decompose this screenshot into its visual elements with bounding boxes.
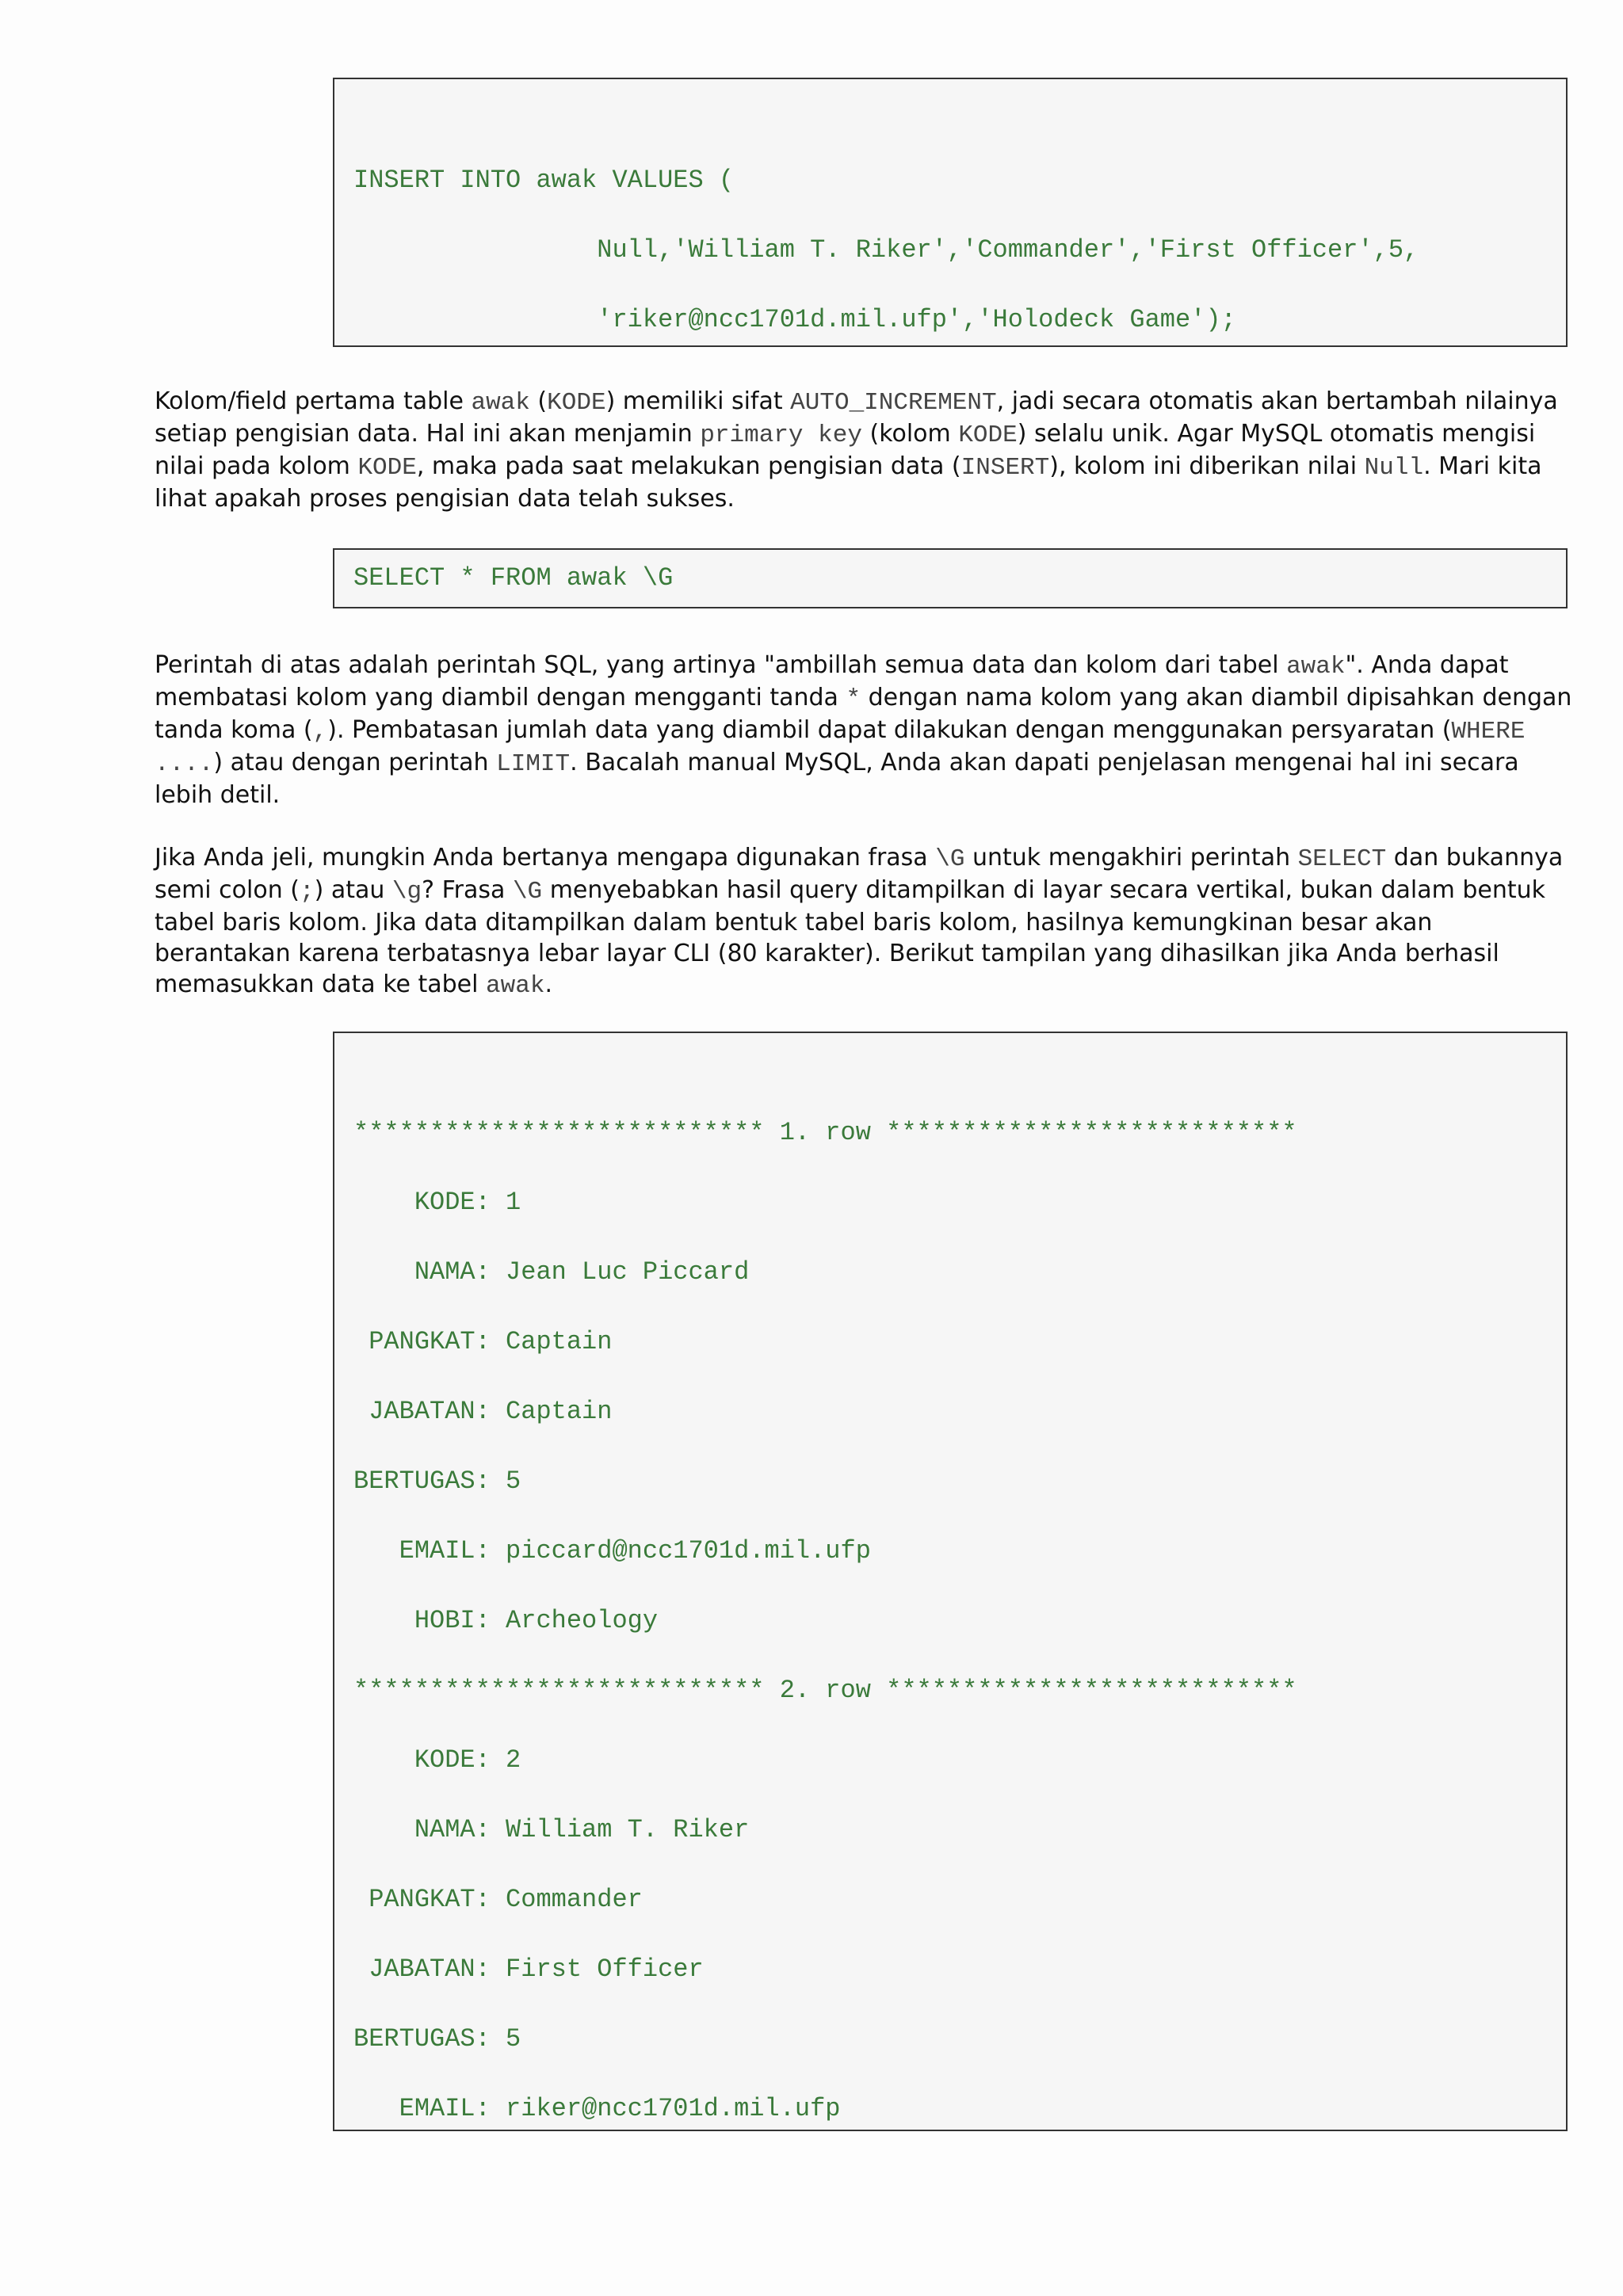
text-run: ), kolom ini diberikan nilai — [1049, 452, 1365, 480]
code-line: JABATAN: Captain — [353, 1397, 613, 1426]
text-run: dengan nama kolom yang akan diambil dipisahkan dengan tanda koma ( — [155, 684, 1572, 744]
code-line: 'riker@ncc1701d.mil.ufp','Holodeck Game'); — [353, 305, 1236, 334]
text-run: ) atau — [314, 876, 392, 904]
text-run: ? Frasa — [422, 876, 513, 904]
inline-code: SELECT — [1297, 845, 1387, 873]
text-run: Jika Anda jeli, mungkin Anda bertanya mengapa digunakan frasa — [155, 844, 936, 871]
inline-code: ; — [299, 878, 315, 906]
inline-code: LIMIT — [496, 750, 571, 778]
code-line: EMAIL: riker@ncc1701d.mil.ufp — [353, 2094, 841, 2123]
inline-code: , — [312, 718, 328, 746]
code-line: PANGKAT: Commander — [353, 1885, 643, 1914]
text-run: ). Pembatasan jumlah data yang diambil dapat dilakukan dengan menggunakan persyaratan ( — [327, 716, 1452, 744]
paragraph-sql-explanation — [155, 650, 1573, 810]
text-run: . — [544, 971, 552, 998]
text-run: Kolom/field pertama table — [155, 387, 472, 415]
text-run: ( — [529, 387, 548, 415]
code-line: *************************** 1. row *************************** — [353, 1118, 1297, 1147]
text-run: dan bukannya semi colon ( — [155, 844, 1564, 904]
inline-code: awak — [471, 389, 530, 417]
text-run: . Bacalah manual MySQL, Anda akan dapati penjelasan mengenai hal ini secara lebih detil. — [155, 749, 1519, 809]
code-block-insert — [333, 78, 1568, 347]
code-line: SELECT * FROM awak \G — [353, 563, 674, 593]
code-line: EMAIL: piccard@ncc1701d.mil.ufp — [353, 1536, 871, 1566]
inline-code: primary key — [700, 421, 862, 449]
inline-code: awak — [1286, 653, 1346, 681]
inline-code: \g — [391, 878, 422, 906]
text-run: Perintah di atas adalah perintah SQL, yang artinya "ambillah semua data dan kolom dari tabel — [155, 651, 1287, 679]
code-line: KODE: 2 — [353, 1745, 521, 1775]
inline-code: AUTO_INCREMENT — [790, 389, 997, 417]
code-line: INSERT INTO awak VALUES ( — [353, 166, 735, 195]
code-line: JABATAN: First Officer — [353, 1955, 704, 1984]
inline-code: \G — [935, 845, 965, 873]
paragraph-auto-increment — [155, 386, 1573, 514]
inline-code: \G — [512, 878, 543, 906]
code-line: Null,'William T. Riker','Commander','First Officer',5, — [353, 235, 1419, 265]
text-run: (kolom — [861, 420, 959, 448]
text-run: . Mari kita lihat apakah proses pengisian data telah sukses. — [155, 452, 1542, 513]
code-block-query-output — [333, 1032, 1568, 2131]
text-run: ) selalu unik. Agar MySQL otomatis mengisi nilai pada kolom — [155, 420, 1536, 480]
inline-code: INSERT — [960, 454, 1050, 482]
inline-code: * — [846, 685, 861, 713]
text-run: ) atau dengan perintah — [213, 749, 497, 776]
code-line: KODE: 1 — [353, 1188, 521, 1217]
paragraph-vertical-output — [155, 842, 1573, 1001]
inline-code: Null — [1364, 454, 1424, 482]
code-line: NAMA: Jean Luc Piccard — [353, 1257, 750, 1287]
inline-code: KODE — [357, 454, 417, 482]
inline-code: awak — [486, 972, 545, 1000]
inline-code: WHERE .... — [155, 718, 1526, 778]
inline-code: KODE — [958, 421, 1018, 449]
code-line: NAMA: William T. Riker — [353, 1815, 750, 1844]
text-run: ) memiliki sifat — [605, 387, 791, 415]
text-run: untuk mengakhiri perintah — [964, 844, 1298, 871]
code-line: BERTUGAS: 5 — [353, 1466, 521, 1496]
text-run: menyebabkan hasil query ditampilkan di layar secara vertikal, bukan dalam bentuk tabel baris kolom. Jika data ditampilkan dalam bentuk tabel baris kolom, hasilnya kemungkinan besar akan berantakan karena terbatasnya lebar layar CLI (80 karakter). Berikut tampilan yang dihasilkan jika Anda berhasil memasukkan data ke tabel — [155, 876, 1546, 998]
text-run: ". Anda dapat membatasi kolom yang diambil dengan mengganti tanda — [155, 651, 1509, 711]
code-block-select — [333, 548, 1568, 608]
code-line: PANGKAT: Captain — [353, 1327, 613, 1356]
code-line: *************************** 2. row *************************** — [353, 1676, 1297, 1705]
inline-code: KODE — [547, 389, 606, 417]
text-run: , jadi secara otomatis akan bertambah nilainya setiap pengisian data. Hal ini akan menjamin — [155, 387, 1558, 448]
code-line: HOBI: Archeology — [353, 1606, 659, 1635]
text-run: , maka pada saat melakukan pengisian data ( — [416, 452, 961, 480]
code-line: BERTUGAS: 5 — [353, 2024, 521, 2054]
